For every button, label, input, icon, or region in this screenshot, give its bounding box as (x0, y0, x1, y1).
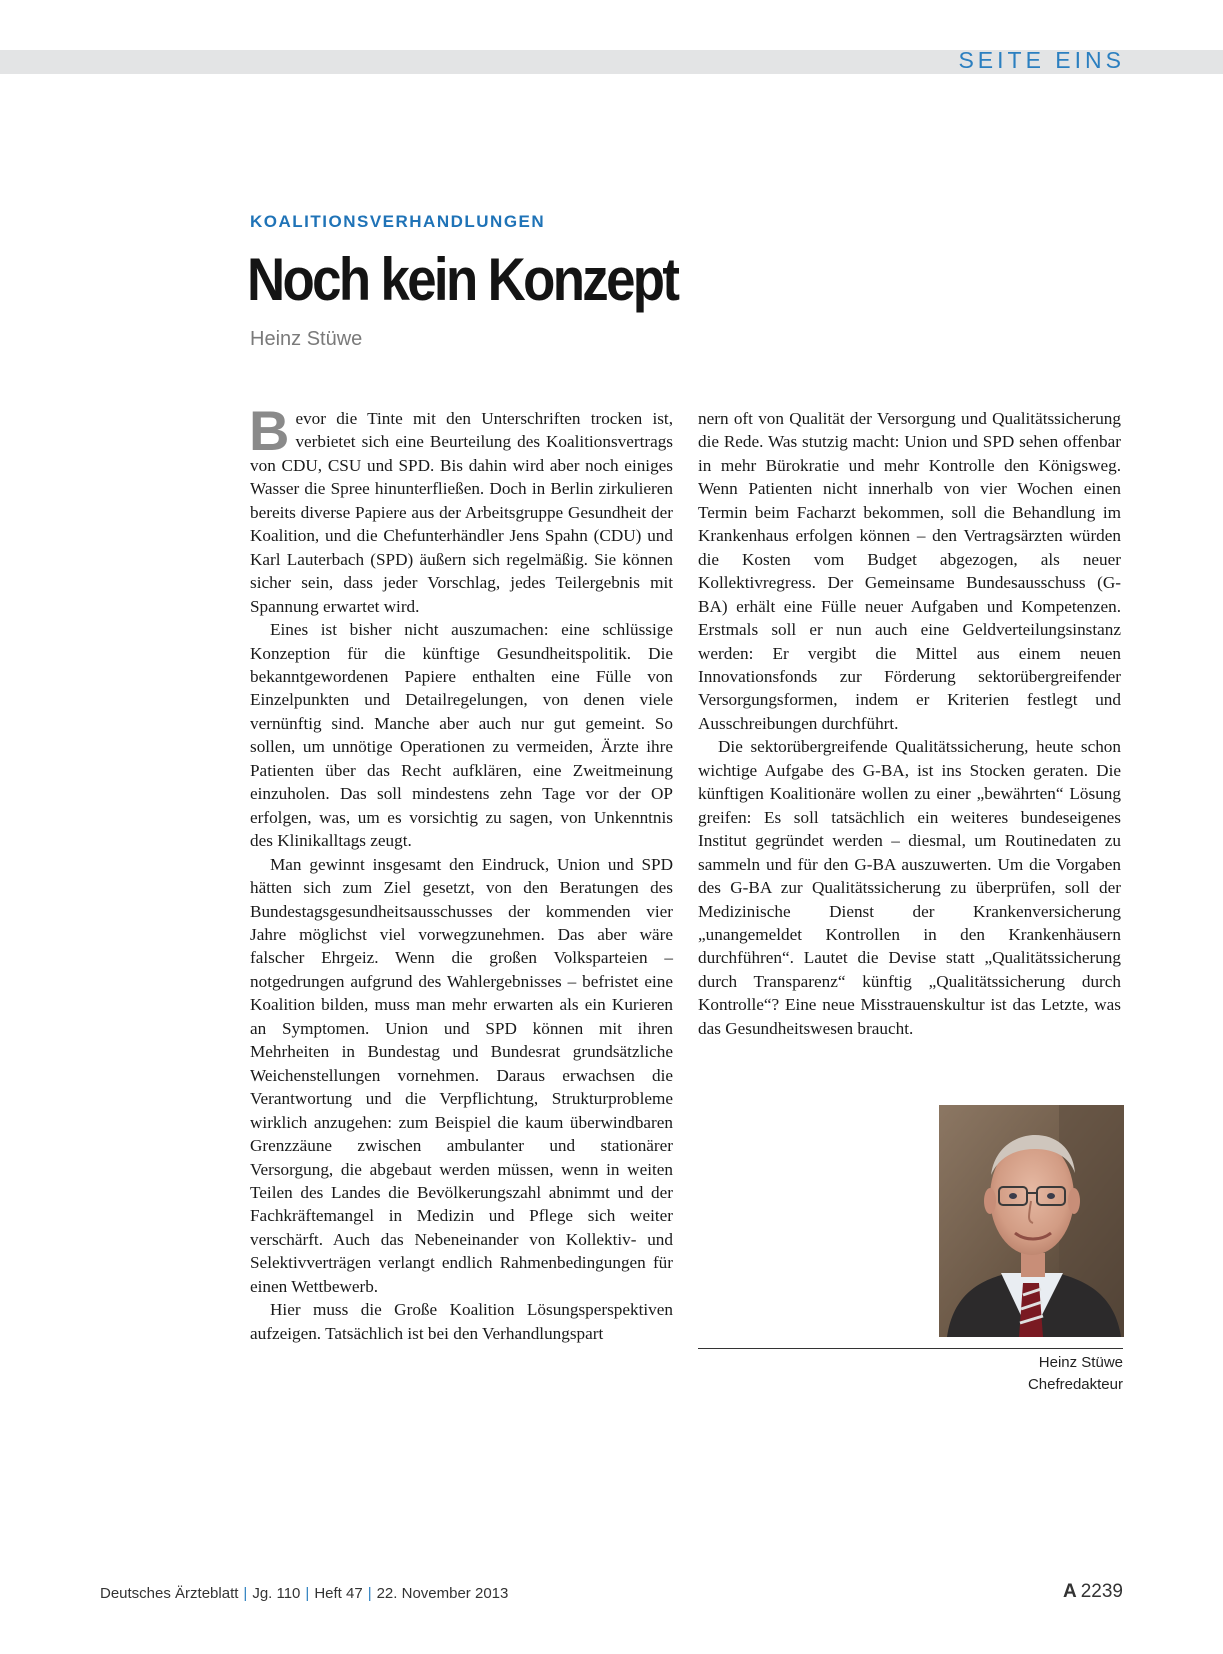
footer-separator: | (305, 1585, 310, 1602)
page-number (1063, 1581, 1123, 1603)
page-prefix: A (1062, 1581, 1077, 1602)
footer-citation (100, 1585, 508, 1602)
footer-issue: Heft 47 (314, 1585, 363, 1602)
article-column-left (249, 399, 673, 1345)
footer-date: 22. November 2013 (376, 1585, 509, 1602)
footer-volume: Jg. 110 (252, 1585, 301, 1602)
paragraph: Eines ist bisher nicht auszumachen: eine schlüssige Konzeption für die künftige Gesundheitspolitik. Die bekanntgewordenen Papiere enthalten eine Fülle von Einzelpunkten und Detailregelungen, von denen viele vernünftig sind. Manche aber auch nur gut gemeint. So sollen, um unnötige Operationen zu vermeiden, Ärzte ihre Patienten über das Recht aufklären, eine Zweitmeinung einzuholen. Das soll mindestens zehn Tage vor der OP erfolgen, was, um es vorsichtig zu sagen, von Unkenntnis des Klinikalltags zeugt. (250, 620, 673, 851)
caption-divider (698, 1348, 1123, 1349)
page-number-value: 2239 (1080, 1581, 1123, 1602)
paragraph: Hier muss die Große Koalition Lösungsperspektiven aufzeigen. Tatsächlich ist bei den Verhandlungspart (250, 1300, 673, 1343)
caption-name: Heinz Stüwe (1038, 1354, 1123, 1371)
article-column-right (698, 407, 1121, 1040)
paragraph: Die sektorübergreifende Qualitätssicherung, heute schon wichtige Aufgabe des G-BA, ist ins Stocken geraten. Die künftigen Koalitionäre wollen zu einer „bewährten“ Lösung greifen: Es soll tatsächlich ein weiteres bundeseigenes Institut gegründet werden – diesmal, um Routinedaten zu sammeln und für den G-BA auszuwerten. Um die Vorgaben des G-BA zur Qualitätssicherung zu überprüfen, soll der Medizinische Dienst der Krankenversicherung „unangemeldet Kontrollen in den Krankenhäusern durchführen“. Lautet die Devise statt „Qualitätssicherung durch Transparenz“ künftig „Qualitätssicherung durch Kontrolle“? Eine neue Misstrauenskultur ist das Letzte, was das Gesundheitswesen braucht. (698, 737, 1121, 1038)
footer-separator: | (367, 1585, 372, 1602)
portrait-caption (1028, 1352, 1123, 1396)
caption-role: Chefredakteur (1027, 1376, 1123, 1393)
article-author: Heinz Stüwe (250, 328, 363, 350)
drop-cap: B (249, 399, 290, 462)
paragraph: nern oft von Qualität der Versorgung und Qualitätssicherung die Rede. Was stutzig macht: Union und SPD sehen offenbar in mehr Bürokratie und mehr Kontrolle den Königsweg. Wenn Patienten nicht innerhalb von vier Wochen einen Termin beim Facharzt bekommen, soll die Behandlung im Krankenhaus erfolgen können – den Vertragsärzten würden die Kosten vom Budget abgezogen, als neuer Kollektivregress. Der Gemeinsame Bundesausschuss (G-BA) erhält eine Fülle neuer Aufgaben und Kompetenzen. Erstmals soll er nun auch eine Geldverteilungsinstanz werden: Er vergibt die Mittel aus einem neuen Innovationsfonds zur Förderung sektorübergreifender Versorgungsformen, indem er Kriterien festlegt und Ausschreibungen durchführt. (698, 409, 1121, 733)
footer-journal: Deutsches Ärzteblatt (100, 1585, 239, 1602)
paragraph (249, 399, 673, 618)
paragraph-text: evor die Tinte mit den Unterschriften trocken ist, verbietet sich eine Beurteilung des Koalitionsvertrags von CDU, CSU und SPD. Bis dahin wird aber noch einiges Wasser die Spree hinunterfließen. Doch in Berlin zirkulieren bereits diverse Papiere aus der Arbeitsgruppe Gesundheit der Koalition, und die Chefunterhändler Jens Spahn (CDU) und Karl Lauterbach (SPD) äußern sich regelmäßig. Sie können sicher sein, dass jeder Vorschlag, jedes Teilergebnis mit Spannung erwartet wird. (250, 409, 673, 616)
author-portrait (939, 1105, 1124, 1337)
section-label: SEITE EINS (958, 47, 1125, 73)
footer-separator: | (243, 1585, 248, 1602)
article-kicker: KOALITIONSVERHANDLUNGEN (250, 212, 546, 231)
paragraph: Man gewinnt insgesamt den Eindruck, Union und SPD hätten sich zum Ziel gesetzt, von den Beratungen des Bundestagsgesundheitsausschusses der kommenden vier Jahre möglichst viel vorwegzunehmen. Das aber wäre falscher Ehrgeiz. Wenn die großen Volksparteien – notgedrungen aufgrund des Wahlergebnisses – befristet eine Koalition bilden, muss man mehr erwarten als ein Kurieren an Symptomen. Union und SPD können mit ihren Mehrheiten in Bundestag und Bundesrat grundsätzliche Weichenstellungen vornehmen. Daraus erwachsen die Verantwortung und die Verpflichtung, Strukturprobleme wirklich anzugehen: zum Beispiel die kaum überwindbaren Grenzzäune zwischen ambulanter und stationärer Versorgung, die abgebaut werden müssen, wenn in weiten Teilen des Landes die Bevölkerungszahl abnimmt und der Fachkräftemangel in Medizin und Pflege sich weiter verschärft. Auch das Nebeneinander von Kollektiv- und Selektivverträgen verlangt endlich Rahmenbedingungen für einen Wettbewerb. (250, 854, 673, 1296)
article-headline: Noch kein Konzept (247, 246, 678, 313)
